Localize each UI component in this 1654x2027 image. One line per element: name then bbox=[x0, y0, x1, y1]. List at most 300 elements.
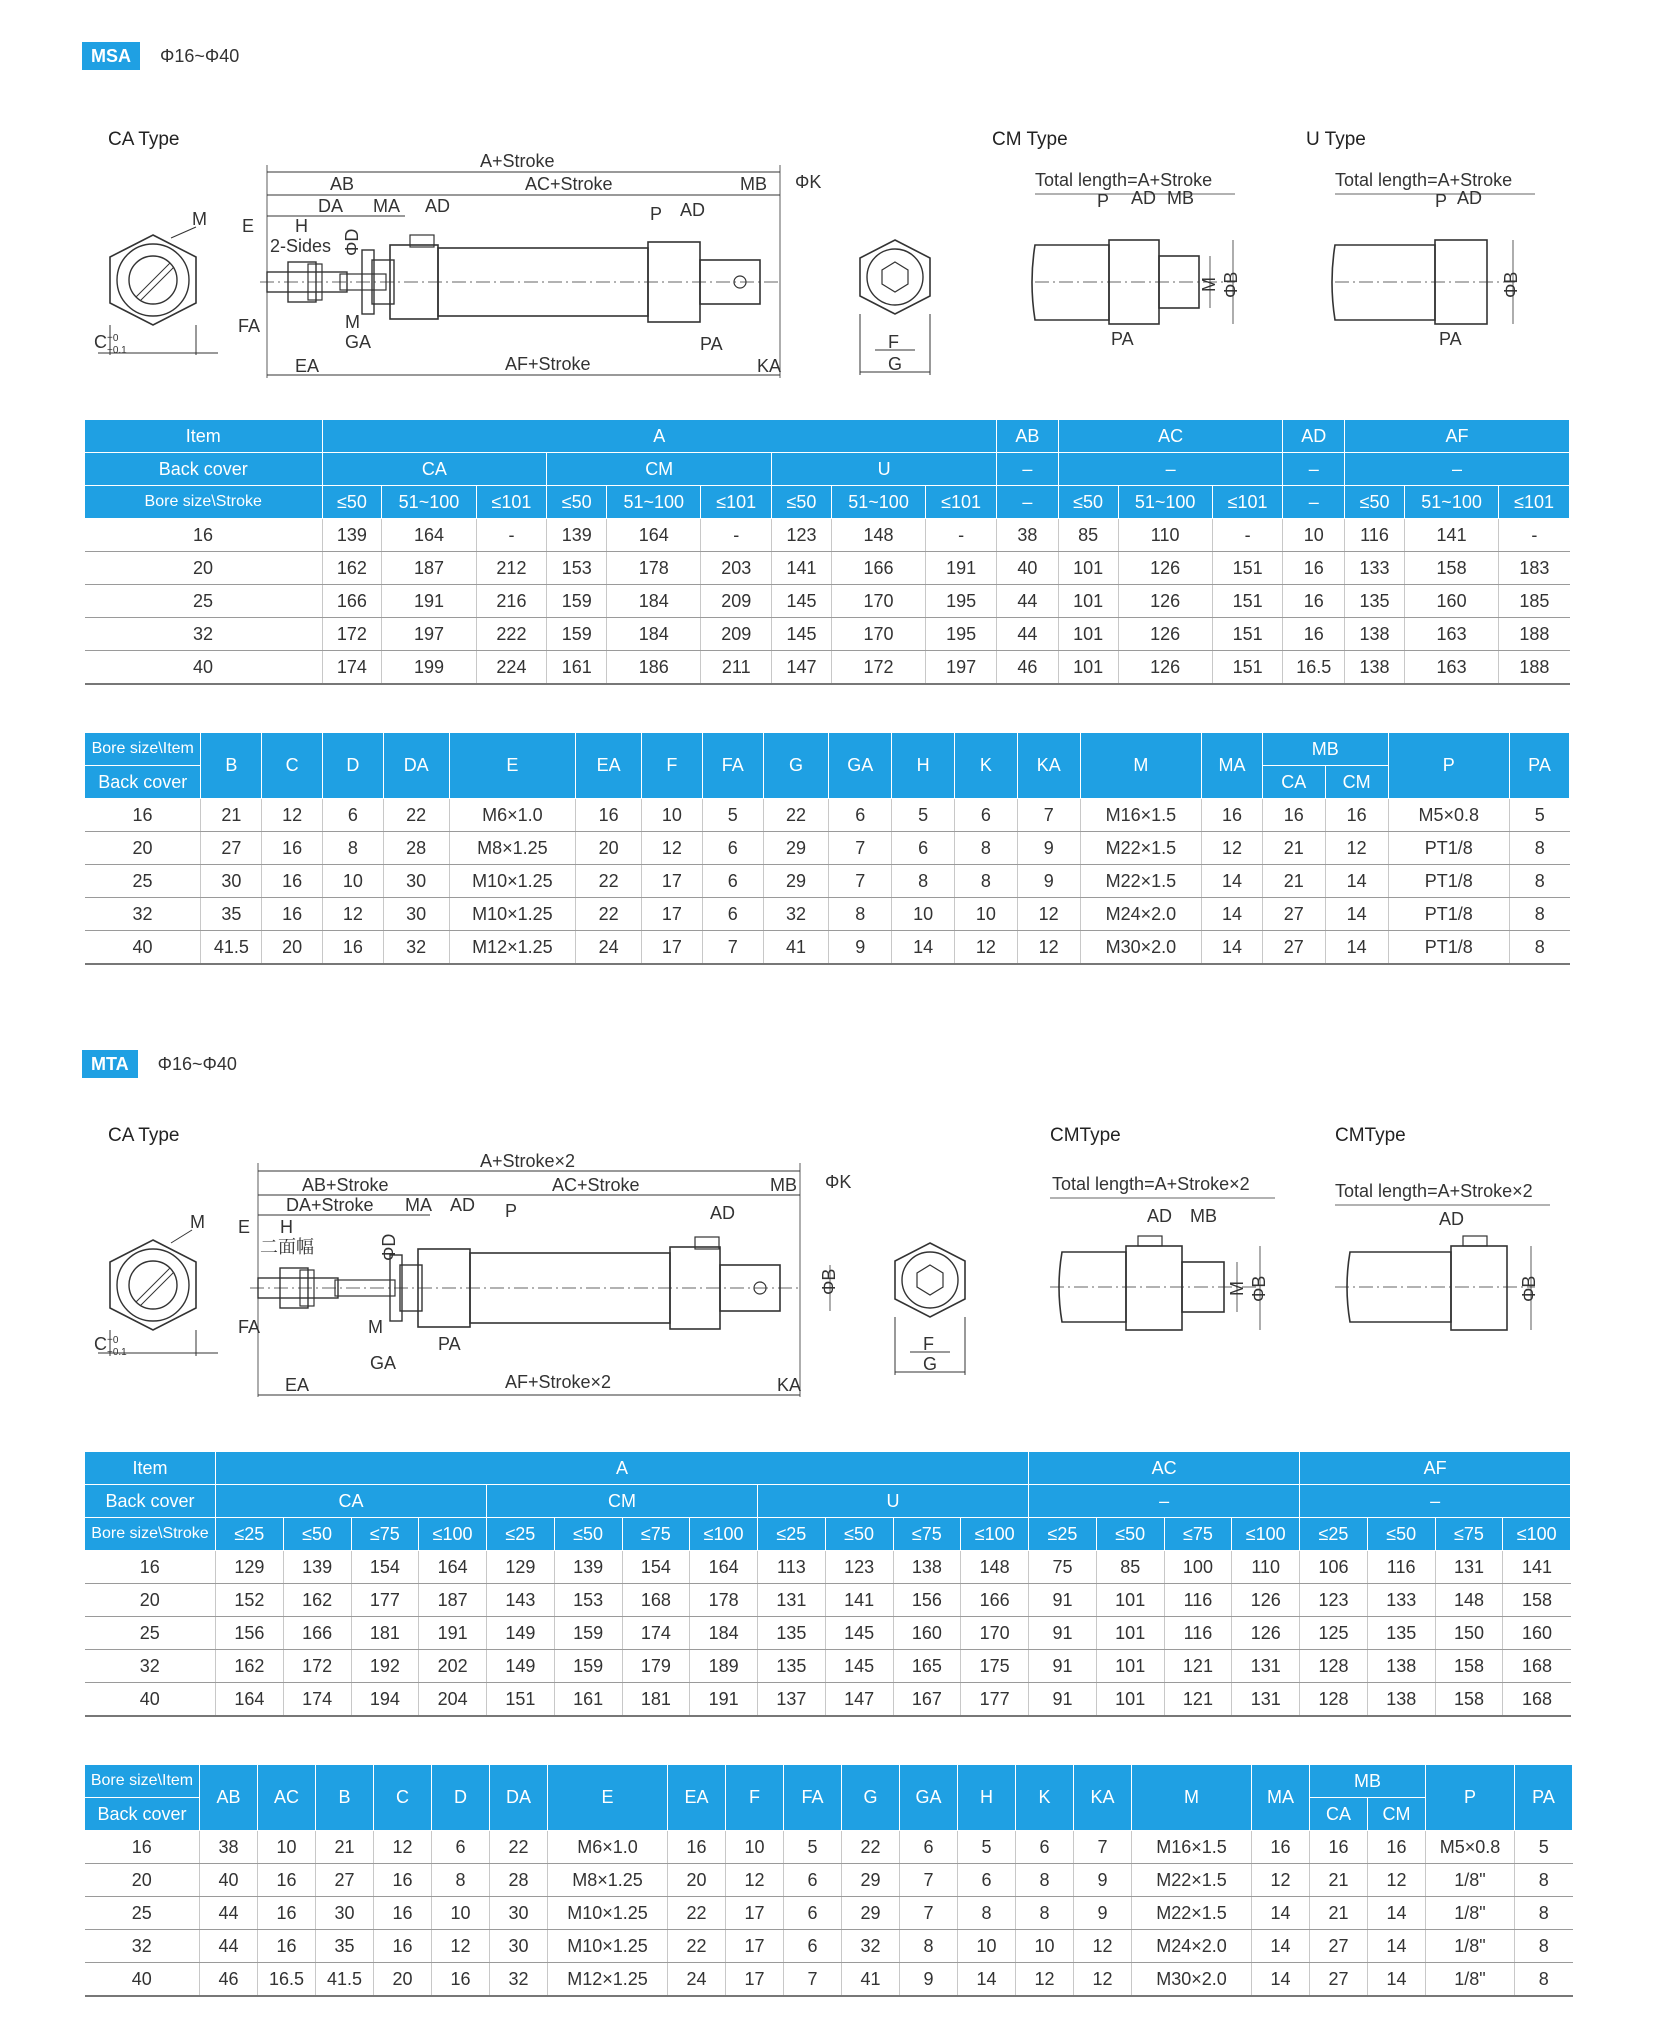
header-cell: EA bbox=[668, 1765, 726, 1831]
table-cell: 123 bbox=[772, 519, 832, 552]
table-cell: 101 bbox=[1058, 585, 1118, 618]
header-cell: ≤50 bbox=[554, 1518, 622, 1551]
table-cell: 12 bbox=[1074, 1963, 1132, 1997]
table-cell: 17 bbox=[726, 1963, 784, 1997]
mta-ca-side-drawing bbox=[240, 1153, 860, 1398]
table-cell: 177 bbox=[961, 1683, 1029, 1717]
table-cell: 101 bbox=[1096, 1650, 1164, 1683]
table-cell: 166 bbox=[283, 1617, 351, 1650]
header-cell: ≤100 bbox=[690, 1518, 758, 1551]
dimension-label: GA bbox=[370, 1353, 397, 1373]
table-cell: M30×2.0 bbox=[1080, 931, 1202, 965]
header-cell: MA bbox=[1252, 1765, 1310, 1831]
table-cell: 16 bbox=[374, 1864, 432, 1897]
header-cell: Item bbox=[85, 1452, 216, 1485]
table-cell: 167 bbox=[893, 1683, 961, 1717]
table-cell: 27 bbox=[201, 832, 262, 865]
table-cell: 191 bbox=[419, 1617, 487, 1650]
table-cell: 1/8" bbox=[1426, 1930, 1515, 1963]
table-cell: 129 bbox=[216, 1551, 284, 1584]
table-cell: 12 bbox=[1017, 898, 1080, 931]
table-cell: 8 bbox=[1016, 1864, 1074, 1897]
table-cell: 20 bbox=[374, 1963, 432, 1997]
table-cell: 8 bbox=[1510, 832, 1570, 865]
table-cell: 191 bbox=[926, 552, 997, 585]
table-cell: 5 bbox=[1515, 1831, 1573, 1864]
table-cell: 6 bbox=[955, 799, 1018, 832]
table-cell: 27 bbox=[1310, 1963, 1368, 1997]
table-cell: 172 bbox=[322, 618, 382, 651]
mta-cm-type-label-1: CMType bbox=[1050, 1125, 1121, 1146]
header-cell: H bbox=[892, 733, 955, 799]
table-cell: 166 bbox=[831, 552, 925, 585]
dimension-label: M bbox=[1199, 277, 1219, 292]
table-cell: 184 bbox=[690, 1617, 758, 1650]
table-cell: 138 bbox=[893, 1551, 961, 1584]
table-cell: 141 bbox=[1503, 1551, 1571, 1584]
table-cell: 8 bbox=[1515, 1897, 1573, 1930]
table-cell: 135 bbox=[1367, 1617, 1435, 1650]
table-cell: 41 bbox=[763, 931, 829, 965]
header-cell: AB bbox=[200, 1765, 258, 1831]
bore-size-cell: 16 bbox=[85, 799, 201, 832]
table-cell: 6 bbox=[702, 832, 763, 865]
table-cell: 16.5 bbox=[1283, 651, 1345, 685]
table-cell: 16 bbox=[1283, 552, 1345, 585]
table-cell: 24 bbox=[668, 1963, 726, 1997]
table-cell: M8×1.25 bbox=[548, 1864, 668, 1897]
dimension-label: MA bbox=[405, 1195, 432, 1215]
table-cell: 133 bbox=[1345, 552, 1405, 585]
table-cell: 14 bbox=[1325, 931, 1388, 965]
table-cell: 30 bbox=[383, 898, 449, 931]
table-cell: 159 bbox=[554, 1650, 622, 1683]
table-cell: 8 bbox=[1510, 931, 1570, 965]
header-cell: AC bbox=[258, 1765, 316, 1831]
header-cell: U bbox=[758, 1485, 1029, 1518]
table-cell: 170 bbox=[831, 618, 925, 651]
mta-badge: MTA bbox=[82, 1050, 138, 1078]
dimension-label: A+Stroke bbox=[480, 151, 555, 171]
dimension-label: C bbox=[94, 1334, 107, 1354]
table-cell: 21 bbox=[201, 799, 262, 832]
header-cell: – bbox=[1058, 453, 1283, 486]
table-cell: 126 bbox=[1118, 585, 1212, 618]
table-cell: 204 bbox=[419, 1683, 487, 1717]
table-cell: 14 bbox=[1202, 865, 1263, 898]
table-cell: 7 bbox=[702, 931, 763, 965]
header-cell: ≤50 bbox=[1345, 486, 1405, 519]
table-cell: 12 bbox=[1017, 931, 1080, 965]
table-cell: 141 bbox=[1404, 519, 1498, 552]
header-cell: 51~100 bbox=[831, 486, 925, 519]
table-cell: 186 bbox=[607, 651, 701, 685]
header-cell: KA bbox=[1017, 733, 1080, 799]
table-cell: 16.5 bbox=[258, 1963, 316, 1997]
table-cell: 116 bbox=[1345, 519, 1405, 552]
table-cell: 17 bbox=[642, 898, 703, 931]
table-cell: 6 bbox=[958, 1864, 1016, 1897]
table-cell: 181 bbox=[351, 1617, 419, 1650]
table-cell: 7 bbox=[784, 1963, 842, 1997]
header-cell: – bbox=[1283, 486, 1345, 519]
header-cell: CA bbox=[322, 453, 547, 486]
header-cell: ≤100 bbox=[961, 1518, 1029, 1551]
header-cell: AF bbox=[1300, 1452, 1571, 1485]
header-cell: – bbox=[1345, 453, 1570, 486]
table-cell: 12 bbox=[1368, 1864, 1426, 1897]
table-cell: 133 bbox=[1367, 1584, 1435, 1617]
header-cell: Back cover bbox=[85, 1485, 216, 1518]
header-cell: Bore size\Stroke bbox=[85, 486, 323, 519]
table-row bbox=[85, 1617, 1571, 1650]
table-cell: 41.5 bbox=[201, 931, 262, 965]
table-cell: 10 bbox=[726, 1831, 784, 1864]
header-cell: ≤50 bbox=[547, 486, 607, 519]
header-cell: ≤50 bbox=[1096, 1518, 1164, 1551]
table-cell: 148 bbox=[1435, 1584, 1503, 1617]
dimension-label: M bbox=[368, 1317, 383, 1337]
table-cell: 199 bbox=[382, 651, 476, 685]
table-cell: 159 bbox=[547, 618, 607, 651]
table-cell: 35 bbox=[201, 898, 262, 931]
dimension-label: E bbox=[238, 1217, 251, 1237]
table-cell: 101 bbox=[1096, 1584, 1164, 1617]
table-cell: 41.5 bbox=[316, 1963, 374, 1997]
table-cell: 101 bbox=[1058, 651, 1118, 685]
table-cell: 164 bbox=[419, 1551, 487, 1584]
table-cell: 126 bbox=[1232, 1584, 1300, 1617]
table-cell: 8 bbox=[1515, 1963, 1573, 1997]
table-row bbox=[85, 799, 1570, 832]
header-cell: AC bbox=[1029, 1452, 1300, 1485]
table-cell: 16 bbox=[668, 1831, 726, 1864]
header-cell: ≤75 bbox=[1435, 1518, 1503, 1551]
header-cell: M bbox=[1080, 733, 1202, 799]
table-cell: 191 bbox=[690, 1683, 758, 1717]
table-cell: 152 bbox=[216, 1584, 284, 1617]
table-row bbox=[85, 618, 1570, 651]
header-cell: P bbox=[1388, 733, 1510, 799]
table-cell: 135 bbox=[758, 1617, 826, 1650]
table-cell: 16 bbox=[374, 1897, 432, 1930]
table-cell: 91 bbox=[1029, 1683, 1097, 1717]
dimension-label: FA bbox=[238, 1317, 261, 1337]
table-cell: 110 bbox=[1118, 519, 1212, 552]
header-cell: 51~100 bbox=[1118, 486, 1212, 519]
table-cell: 17 bbox=[726, 1930, 784, 1963]
msa-dimension-table-a bbox=[84, 419, 1570, 685]
table-cell: 209 bbox=[701, 585, 772, 618]
table-cell: - bbox=[926, 519, 997, 552]
dimension-label: AF+Stroke×2 bbox=[505, 1372, 612, 1392]
table-cell: 27 bbox=[1310, 1930, 1368, 1963]
table-cell: 168 bbox=[622, 1584, 690, 1617]
table-cell: 164 bbox=[216, 1683, 284, 1717]
msa-ca-type-label: CA Type bbox=[108, 129, 180, 150]
dimension-label: +0 bbox=[107, 1335, 119, 1346]
table-cell: 5 bbox=[702, 799, 763, 832]
table-cell: 126 bbox=[1232, 1617, 1300, 1650]
table-cell: M5×0.8 bbox=[1426, 1831, 1515, 1864]
dimension-label: AB bbox=[330, 174, 355, 194]
header-cell: C bbox=[262, 733, 323, 799]
table-cell: 30 bbox=[201, 865, 262, 898]
table-cell: 30 bbox=[490, 1930, 548, 1963]
header-cell: ≤50 bbox=[322, 486, 382, 519]
table-cell: PT1/8 bbox=[1388, 865, 1510, 898]
table-cell: 16 bbox=[1325, 799, 1388, 832]
table-cell: 12 bbox=[1016, 1963, 1074, 1997]
table-cell: 135 bbox=[758, 1650, 826, 1683]
header-cell: C bbox=[374, 1765, 432, 1831]
table-cell: 160 bbox=[1404, 585, 1498, 618]
msa-ca-side-drawing bbox=[240, 150, 840, 380]
table-row bbox=[85, 1897, 1573, 1930]
header-cell: CA bbox=[216, 1485, 487, 1518]
table-cell: 9 bbox=[900, 1963, 958, 1997]
table-cell: 159 bbox=[547, 585, 607, 618]
table-cell: 27 bbox=[1262, 931, 1325, 965]
table-cell: 9 bbox=[829, 931, 892, 965]
table-cell: 10 bbox=[1016, 1930, 1074, 1963]
table-cell: 160 bbox=[893, 1617, 961, 1650]
table-cell: 46 bbox=[200, 1963, 258, 1997]
msa-cm-type-label: CM Type bbox=[992, 129, 1068, 150]
dimension-label: −0.1 bbox=[107, 1347, 127, 1358]
table-cell: 91 bbox=[1029, 1584, 1097, 1617]
table-cell: 6 bbox=[702, 898, 763, 931]
header-cell: CM bbox=[487, 1485, 758, 1518]
table-cell: M10×1.25 bbox=[449, 865, 576, 898]
table-cell: 151 bbox=[487, 1683, 555, 1717]
table-cell: 22 bbox=[383, 799, 449, 832]
header-cell: – bbox=[1029, 1485, 1300, 1518]
table-cell: M30×2.0 bbox=[1132, 1963, 1252, 1997]
header-cell: PA bbox=[1510, 733, 1570, 799]
table-cell: 16 bbox=[323, 931, 384, 965]
table-cell: 41 bbox=[842, 1963, 900, 1997]
table-cell: 20 bbox=[576, 832, 642, 865]
table-cell: 110 bbox=[1232, 1551, 1300, 1584]
table-cell: 16 bbox=[262, 865, 323, 898]
header-cell: ≤101 bbox=[1212, 486, 1283, 519]
table-cell: 22 bbox=[842, 1831, 900, 1864]
dimension-label: 2-Sides bbox=[270, 236, 332, 256]
table-cell: 161 bbox=[547, 651, 607, 685]
table-row bbox=[85, 832, 1570, 865]
table-cell: 166 bbox=[961, 1584, 1029, 1617]
table-cell: 22 bbox=[668, 1897, 726, 1930]
table-cell: 14 bbox=[1202, 931, 1263, 965]
header-cell: PA bbox=[1515, 1765, 1573, 1831]
header-back-cover: Back cover bbox=[85, 453, 323, 486]
dimension-label: Total length=A+Stroke×2 bbox=[1052, 1174, 1250, 1194]
dimension-label: PA bbox=[1439, 329, 1462, 349]
table-cell: 30 bbox=[490, 1897, 548, 1930]
bore-size-cell: 25 bbox=[85, 865, 201, 898]
table-cell: M12×1.25 bbox=[449, 931, 576, 965]
header-cell: M bbox=[1132, 1765, 1252, 1831]
table-row bbox=[85, 1963, 1573, 1997]
table-row bbox=[85, 1683, 1571, 1717]
header-cell: DA bbox=[383, 733, 449, 799]
table-cell: 188 bbox=[1499, 651, 1570, 685]
table-cell: M10×1.25 bbox=[449, 898, 576, 931]
header-cell: – bbox=[997, 486, 1059, 519]
header-cell: ≤25 bbox=[1029, 1518, 1097, 1551]
table-cell: PT1/8 bbox=[1388, 832, 1510, 865]
bore-size-cell: 25 bbox=[85, 1897, 200, 1930]
dimension-label: MB bbox=[1190, 1206, 1217, 1226]
header-cell: MA bbox=[1202, 733, 1263, 799]
bore-size-cell: 16 bbox=[85, 1551, 216, 1584]
header-cell: DA bbox=[490, 1765, 548, 1831]
dimension-label: AD bbox=[1131, 188, 1157, 208]
dimension-label: AC+Stroke bbox=[552, 1175, 640, 1195]
dimension-label: ΦK bbox=[825, 1172, 852, 1192]
dimension-label: AC+Stroke bbox=[525, 174, 613, 194]
table-cell: 12 bbox=[1325, 832, 1388, 865]
table-cell: 16 bbox=[262, 832, 323, 865]
table-cell: 212 bbox=[476, 552, 547, 585]
table-cell: 9 bbox=[1074, 1897, 1132, 1930]
table-cell: 211 bbox=[701, 651, 772, 685]
bore-size-cell: 25 bbox=[85, 1617, 216, 1650]
table-cell: 7 bbox=[900, 1864, 958, 1897]
header-cell: D bbox=[432, 1765, 490, 1831]
table-cell: 28 bbox=[383, 832, 449, 865]
table-cell: 154 bbox=[351, 1551, 419, 1584]
table-cell: 6 bbox=[829, 799, 892, 832]
table-cell: 209 bbox=[701, 618, 772, 651]
table-cell: 139 bbox=[554, 1551, 622, 1584]
msa-cm-type-drawing bbox=[1035, 170, 1245, 350]
dimension-label: AD bbox=[1439, 1209, 1465, 1229]
dimension-label: EA bbox=[285, 1375, 310, 1395]
table-cell: 158 bbox=[1503, 1584, 1571, 1617]
bore-size-cell: 16 bbox=[85, 519, 323, 552]
table-cell: 10 bbox=[258, 1831, 316, 1864]
table-cell: 24 bbox=[576, 931, 642, 965]
header-cell: CM bbox=[1368, 1798, 1426, 1831]
table-cell: 178 bbox=[607, 552, 701, 585]
table-cell: 188 bbox=[1499, 618, 1570, 651]
table-cell: 125 bbox=[1300, 1617, 1368, 1650]
table-cell: 156 bbox=[893, 1584, 961, 1617]
table-cell: 222 bbox=[476, 618, 547, 651]
msa-u-type-label: U Type bbox=[1306, 129, 1366, 150]
table-cell: 16 bbox=[1283, 585, 1345, 618]
table-cell: 184 bbox=[607, 618, 701, 651]
table-cell: 29 bbox=[842, 1897, 900, 1930]
table-cell: 12 bbox=[323, 898, 384, 931]
table-row bbox=[85, 585, 1570, 618]
dimension-label: AD bbox=[450, 1195, 476, 1215]
table-cell: 164 bbox=[382, 519, 476, 552]
header-cell: E bbox=[548, 1765, 668, 1831]
header-cell: B bbox=[316, 1765, 374, 1831]
table-cell: 8 bbox=[955, 832, 1018, 865]
table-cell: 22 bbox=[576, 898, 642, 931]
table-cell: 159 bbox=[554, 1617, 622, 1650]
table-cell: 16 bbox=[1252, 1831, 1310, 1864]
header-cell: CA bbox=[1262, 766, 1325, 799]
header-cell: ≤25 bbox=[216, 1518, 284, 1551]
header-cell: Bore size\Item bbox=[85, 733, 201, 766]
table-cell: 30 bbox=[383, 865, 449, 898]
table-cell: 135 bbox=[1345, 585, 1405, 618]
table-cell: 162 bbox=[283, 1584, 351, 1617]
table-cell: 128 bbox=[1300, 1650, 1368, 1683]
table-cell: 197 bbox=[382, 618, 476, 651]
mta-ca-type-label: CA Type bbox=[108, 1125, 180, 1146]
table-cell: 131 bbox=[1232, 1683, 1300, 1717]
header-cell: FA bbox=[784, 1765, 842, 1831]
table-cell: 195 bbox=[926, 585, 997, 618]
header-cell: KA bbox=[1074, 1765, 1132, 1831]
table-cell: 12 bbox=[1202, 832, 1263, 865]
table-cell: 216 bbox=[476, 585, 547, 618]
dimension-label: AD bbox=[425, 196, 451, 216]
mta-rear-view-drawing bbox=[875, 1225, 985, 1385]
table-cell: 166 bbox=[322, 585, 382, 618]
table-cell: 184 bbox=[607, 585, 701, 618]
header-cell: G bbox=[763, 733, 829, 799]
table-cell: 16 bbox=[1202, 799, 1263, 832]
mta-dimension-table-a bbox=[84, 1451, 1571, 1717]
table-cell: 32 bbox=[383, 931, 449, 965]
table-cell: 203 bbox=[701, 552, 772, 585]
table-cell: 12 bbox=[374, 1831, 432, 1864]
table-cell: 151 bbox=[1212, 651, 1283, 685]
table-cell: 168 bbox=[1503, 1683, 1571, 1717]
dimension-label: FA bbox=[238, 316, 261, 336]
table-cell: 8 bbox=[900, 1930, 958, 1963]
table-cell: 150 bbox=[1435, 1617, 1503, 1650]
table-cell: 14 bbox=[1252, 1897, 1310, 1930]
table-cell: 14 bbox=[958, 1963, 1016, 1997]
table-cell: 21 bbox=[1310, 1864, 1368, 1897]
table-cell: 17 bbox=[642, 931, 703, 965]
table-cell: 10 bbox=[642, 799, 703, 832]
table-cell: 179 bbox=[622, 1650, 690, 1683]
table-cell: 183 bbox=[1499, 552, 1570, 585]
table-cell: 164 bbox=[607, 519, 701, 552]
table-cell: 14 bbox=[892, 931, 955, 965]
header-cell: ≤75 bbox=[1164, 1518, 1232, 1551]
header-af: AF bbox=[1345, 420, 1570, 453]
bore-size-cell: 20 bbox=[85, 1864, 200, 1897]
bore-size-cell: 20 bbox=[85, 552, 323, 585]
table-cell: 5 bbox=[784, 1831, 842, 1864]
table-cell: 22 bbox=[668, 1930, 726, 1963]
table-cell: 16 bbox=[374, 1930, 432, 1963]
msa-front-view-drawing bbox=[88, 205, 218, 360]
table-cell: 1/8" bbox=[1426, 1963, 1515, 1997]
table-cell: 29 bbox=[763, 832, 829, 865]
table-cell: 202 bbox=[419, 1650, 487, 1683]
table-cell: 75 bbox=[1029, 1551, 1097, 1584]
header-ad: AD bbox=[1283, 420, 1345, 453]
header-cell: ≤50 bbox=[1367, 1518, 1435, 1551]
table-cell: 30 bbox=[316, 1897, 374, 1930]
table-cell: 121 bbox=[1164, 1683, 1232, 1717]
table-cell: 6 bbox=[1016, 1831, 1074, 1864]
table-cell: 6 bbox=[432, 1831, 490, 1864]
table-cell: 27 bbox=[316, 1864, 374, 1897]
dimension-label: ΦB bbox=[1221, 271, 1241, 298]
